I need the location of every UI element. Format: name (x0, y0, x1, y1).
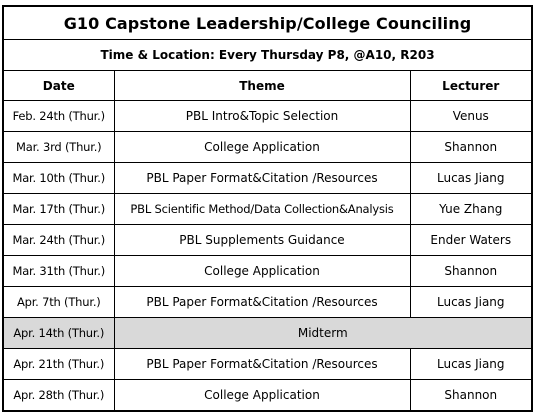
date-cell: Mar. 24th (Thur.) (3, 225, 114, 256)
schedule-title: G10 Capstone Leadership/College Counciling (3, 6, 532, 40)
table-row (3, 287, 532, 318)
theme-cell: PBL Paper Format&Citation /Resources (114, 163, 410, 194)
lecturer-cell: Shannon (410, 132, 532, 163)
table-row (3, 225, 532, 256)
table-row (3, 194, 532, 225)
theme-cell: College Application (114, 256, 410, 287)
table-row (3, 256, 532, 287)
time-location-info: Time & Location: Every Thursday P8, @A10, R203 (3, 40, 532, 71)
midterm-row (3, 318, 532, 349)
theme-cell: PBL Intro&Topic Selection (114, 101, 410, 132)
lecturer-cell: Venus (410, 101, 532, 132)
lecturer-cell: Shannon (410, 256, 532, 287)
table-row (3, 101, 532, 132)
theme-column-header: Theme (114, 71, 410, 101)
theme-cell: College Application (114, 132, 410, 163)
theme-cell: PBL Paper Format&Citation /Resources (114, 287, 410, 318)
lecturer-cell: Lucas Jiang (410, 349, 532, 380)
date-cell: Apr. 14th (Thur.) (3, 318, 114, 349)
table-row (3, 349, 532, 380)
lecturer-cell: Yue Zhang (410, 194, 532, 225)
table-row (3, 163, 532, 194)
midterm-cell: Midterm (114, 318, 532, 349)
schedule-table (2, 5, 533, 412)
table-row (3, 132, 532, 163)
date-cell: Mar. 10th (Thur.) (3, 163, 114, 194)
table-row (3, 380, 532, 412)
theme-cell: College Application (114, 380, 410, 412)
schedule-sheet (2, 5, 531, 412)
date-cell: Apr. 28th (Thur.) (3, 380, 114, 412)
theme-cell: PBL Paper Format&Citation /Resources (114, 349, 410, 380)
table-header-row (3, 71, 532, 101)
date-cell: Mar. 17th (Thur.) (3, 194, 114, 225)
theme-cell: PBL Scientific Method/Data Collection&Analysis (114, 194, 410, 225)
date-cell: Feb. 24th (Thur.) (3, 101, 114, 132)
lecturer-cell: Ender Waters (410, 225, 532, 256)
date-column-header: Date (3, 71, 114, 101)
lecturer-column-header: Lecturer (410, 71, 532, 101)
date-cell: Apr. 7th (Thur.) (3, 287, 114, 318)
lecturer-cell: Lucas Jiang (410, 163, 532, 194)
theme-cell: PBL Supplements Guidance (114, 225, 410, 256)
lecturer-cell: Shannon (410, 380, 532, 412)
date-cell: Mar. 3rd (Thur.) (3, 132, 114, 163)
date-cell: Apr. 21th (Thur.) (3, 349, 114, 380)
lecturer-cell: Lucas Jiang (410, 287, 532, 318)
date-cell: Mar. 31th (Thur.) (3, 256, 114, 287)
